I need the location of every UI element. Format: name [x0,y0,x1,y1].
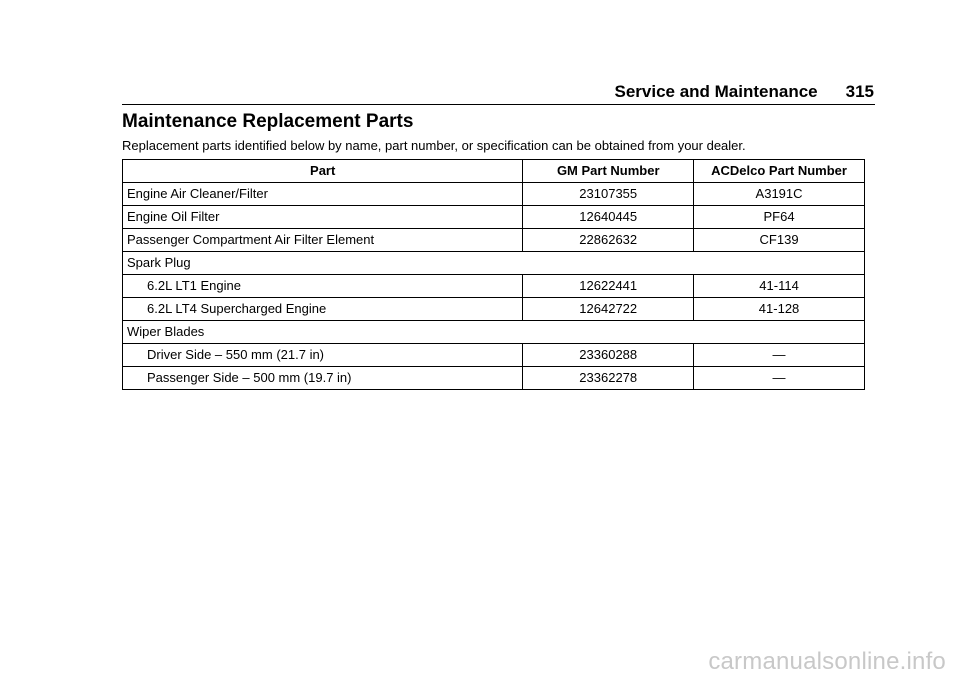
acdelco-part-number: PF64 [694,206,865,229]
table-row [123,206,865,229]
table-row [123,229,865,252]
table-header-row [123,160,865,183]
watermark: carmanualsonline.info [708,648,946,675]
parts-table [122,159,865,390]
acdelco-part-number: — [694,367,865,390]
table-group-row [123,252,865,275]
part-name: Engine Oil Filter [123,206,523,229]
gm-part-number: 22862632 [523,229,694,252]
acdelco-part-number: 41-128 [694,298,865,321]
table-row [123,275,865,298]
part-name: 6.2L LT4 Supercharged Engine [123,298,523,321]
gm-part-number: 23107355 [523,183,694,206]
header-rule [122,104,875,105]
part-name: Passenger Compartment Air Filter Element [123,229,523,252]
column-header-gm-part-number: GM Part Number [523,160,694,183]
table-row [123,298,865,321]
running-header [614,82,874,102]
part-name: Engine Air Cleaner/Filter [123,183,523,206]
acdelco-part-number: A3191C [694,183,865,206]
page-number: 315 [845,82,874,101]
gm-part-number: 23360288 [523,344,694,367]
part-name: 6.2L LT1 Engine [123,275,523,298]
acdelco-part-number: 41-114 [694,275,865,298]
gm-part-number: 12640445 [523,206,694,229]
part-name: Passenger Side – 500 mm (19.7 in) [123,367,523,390]
column-header-acdelco-part-number: ACDelco Part Number [694,160,865,183]
table-row [123,367,865,390]
section-name: Service and Maintenance [614,82,818,101]
part-group-name: Wiper Blades [123,321,865,344]
table-row [123,183,865,206]
table-group-row [123,321,865,344]
gm-part-number: 23362278 [523,367,694,390]
part-group-name: Spark Plug [123,252,865,275]
part-name: Driver Side – 550 mm (21.7 in) [123,344,523,367]
section-title: Maintenance Replacement Parts [122,111,414,132]
acdelco-part-number: — [694,344,865,367]
column-header-part: Part [123,160,523,183]
gm-part-number: 12622441 [523,275,694,298]
gm-part-number: 12642722 [523,298,694,321]
intro-text: Replacement parts identified below by name, part number, or specification can be obtained from your dealer. [122,138,746,153]
acdelco-part-number: CF139 [694,229,865,252]
table-row [123,344,865,367]
